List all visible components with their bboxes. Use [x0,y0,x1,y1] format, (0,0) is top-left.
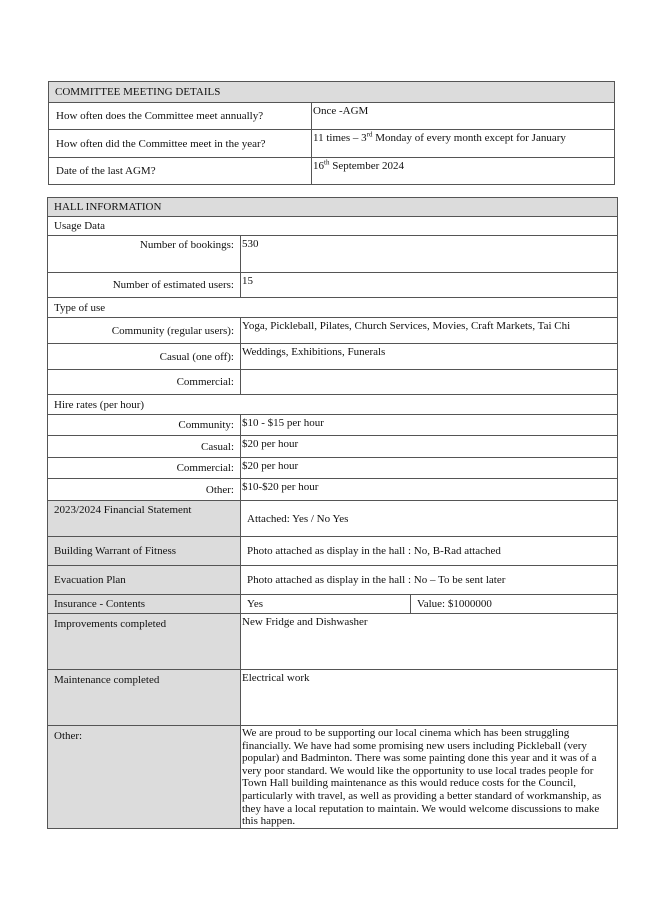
agm-date-question: Date of the last AGM? [49,158,312,185]
insurance-label: Insurance - Contents [48,595,241,614]
maintenance-label: Maintenance completed [48,670,241,726]
agm-date-answer [312,158,615,185]
maintenance-value: Electrical work [241,670,618,726]
hire-casual-value: $20 per hour [241,436,618,458]
casual-use-value: Weddings, Exhibitions, Funerals [241,344,618,370]
usage-data-label: Usage Data [48,217,618,236]
commercial-use-value [241,370,618,395]
bookings-label: Number of bookings: [48,236,241,273]
warrant-of-fitness-value: Photo attached as display in the hall : No, B-Rad attached [241,537,618,566]
commercial-use-label: Commercial: [48,370,241,395]
evacuation-plan-value: Photo attached as display in the hall : No – To be sent later [241,566,618,595]
meet-annually-question: How often does the Committee meet annually? [49,103,312,130]
hire-casual-label: Casual: [48,436,241,458]
agm-date-answer-post: September 2024 [329,160,404,172]
hire-community-label: Community: [48,415,241,436]
community-use-label: Community (regular users): [48,318,241,344]
improvements-value: New Fridge and Dishwasher [241,614,618,670]
financial-statement-value: Attached: Yes / No Yes [241,501,618,537]
estimated-users-label: Number of estimated users: [48,273,241,298]
casual-use-label: Casual (one off): [48,344,241,370]
insurance-value: Yes [241,595,411,614]
agm-date-answer-sup: th [324,158,330,167]
hire-commercial-label: Commercial: [48,458,241,479]
other-label: Other: [48,726,241,829]
meet-year-question: How often did the Committee meet in the year? [49,130,312,158]
bookings-value: 530 [241,236,618,273]
warrant-of-fitness-label: Building Warrant of Fitness [48,537,241,566]
estimated-users-value: 15 [241,273,618,298]
hire-rates-label: Hire rates (per hour) [48,395,618,415]
hire-other-value: $10-$20 per hour [241,479,618,501]
meet-year-answer-pre: 11 times – 3 [313,132,367,144]
agm-date-answer-pre: 16 [313,160,324,172]
hall-heading: HALL INFORMATION [48,198,618,217]
community-use-value: Yoga, Pickleball, Pilates, Church Services, Movies, Craft Markets, Tai Chi [241,318,618,344]
meet-year-answer [312,130,615,158]
insurance-amount: Value: $1000000 [411,595,618,614]
hire-other-label: Other: [48,479,241,501]
financial-statement-label: 2023/2024 Financial Statement [48,501,241,537]
meet-annually-answer: Once -AGM [312,103,615,130]
hall-information-table [47,197,618,829]
committee-heading: COMMITTEE MEETING DETAILS [49,82,615,103]
meet-year-answer-post: Monday of every month except for January [372,132,566,144]
type-of-use-label: Type of use [48,298,618,318]
evacuation-plan-label: Evacuation Plan [48,566,241,595]
improvements-label: Improvements completed [48,614,241,670]
committee-meeting-table [48,81,615,185]
meet-year-answer-sup: rd [366,130,373,139]
other-value: We are proud to be supporting our local cinema which has been struggling financially. We have had some promising new users including Pickleball (very popular) and Badminton. There was some painting done this year and it was of a very poor standard. We would like the opportunity to use local trades people for Town Hall building maintenance as this would reduce costs for the Council, particularly with travel, as well as providing a better standard of workmanship, as they have a local reputation to maintain. We would welcome discussions to make this happen. [241,726,618,829]
hire-community-value: $10 - $15 per hour [241,415,618,436]
hire-commercial-value: $20 per hour [241,458,618,479]
